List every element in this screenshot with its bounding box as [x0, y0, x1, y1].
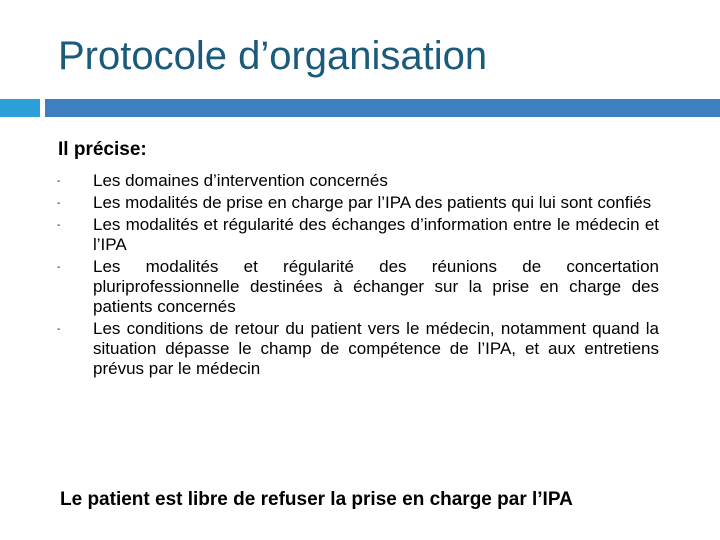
bullet-marker: -	[57, 262, 61, 273]
list-item-text: Les modalités et régularité des échanges d’information entre le médecin et l’IPA	[93, 215, 659, 254]
list-item	[55, 171, 659, 191]
list-item-text: Les modalités et régularité des réunions de concertation pluriprofessionnelle destinées à échanger sur la prise en charge des patients concernés	[93, 257, 659, 316]
bullet-list	[55, 171, 659, 381]
title-accent-bar-left	[0, 99, 40, 117]
bullet-marker: -	[57, 324, 61, 335]
bullet-marker: -	[57, 176, 61, 187]
closing-statement: Le patient est libre de refuser la prise en charge par l’IPA	[60, 489, 573, 510]
list-item	[55, 319, 659, 379]
list-item-text: Les domaines d’intervention concernés	[93, 171, 388, 190]
list-item	[55, 215, 659, 255]
list-item	[55, 193, 659, 213]
slide-title: Protocole d’organisation	[58, 34, 488, 78]
bullet-marker: -	[57, 220, 61, 231]
bullet-marker: -	[57, 198, 61, 209]
list-item-text: Les conditions de retour du patient vers le médecin, notamment quand la situation dépasse le champ de compétence de l’IPA, et aux entretiens prévus par le médecin	[93, 319, 659, 378]
intro-label: Il précise:	[58, 139, 147, 160]
list-item	[55, 257, 659, 317]
list-item-text: Les modalités de prise en charge par l’IPA des patients qui lui sont confiés	[93, 193, 652, 212]
title-accent-bar	[45, 99, 720, 117]
